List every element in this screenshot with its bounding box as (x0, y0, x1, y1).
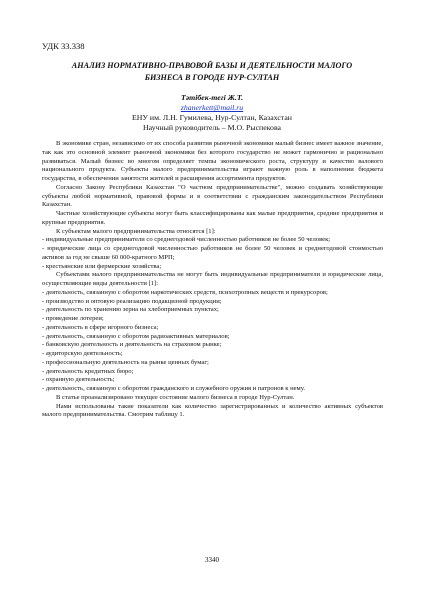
list-item: - юридические лица со среднегодовой численностью работников не более 50 человек и среднегодовой стоимостью активов за год не свыше 60 000-кратного МРП; (42, 245, 383, 261)
author-block (40, 93, 384, 133)
paragraph: В экономике стран, независимо от их способа развития рыночной экономики малый бизнес имеет важное значение, так как это основной элемент рыночной экономики без которого государство не может гармонично и рационально развиваться. Малый бизнес во многом определяет темпы экономического роста, структуру и качество валового национального продукта. Субъекты малого предпринимательства играют важную роль в наполнении бюджета государства, в обеспечении занятости жителей и расширения ассортимента продуктов. (42, 140, 383, 182)
author-affiliation: ЕНУ им. Л.Н. Гумилева, Нур-Султан, Казахстан (132, 113, 292, 122)
list-item: - деятельность кредитных бюро; (42, 367, 134, 375)
list-item: - деятельность, связанную с оборотом наркотических средств, психотропных веществ и прекурсоров; (42, 288, 328, 296)
list-item: - проведение лотереи; (42, 315, 104, 322)
title-line-2: БИЗНЕСА В ГОРОДЕ НУР-СУЛТАН (144, 73, 280, 82)
list-item: - профессиональную деятельность на рынке ценных бумаг; (42, 358, 209, 366)
author-name: Тәтібек-тегі Ж.Т. (180, 93, 244, 102)
list-item: - деятельность в сфере игорного бизнеса; (42, 323, 159, 331)
scientific-advisor: Научный руководитель – М.О. Рыспекова (143, 123, 281, 132)
paragraph: Согласно Закону Республики Казахстан "О частном предпринимательстве", можно создавать хозяйствующие субъекты любой нормативной, правовой формы и в соответствии с гражданским законодательством Республики Казахстан. (42, 183, 383, 209)
list-item: - охранную деятельность; (42, 376, 115, 384)
paragraph: Субъектами малого предпринимательства не могут быть индивидуальные предприниматели и юридические лица, осуществляющие виды деятельности [1]: (42, 271, 383, 287)
list-item: - производство и оптовую реализацию подакцизной продукции; (42, 297, 222, 305)
author-email-link[interactable]: zhanerkett@mail.ru (180, 103, 244, 112)
list-item: - банковскую деятельность и деятельность на страховом рынке; (42, 341, 222, 349)
list-item: - деятельность по хранению зерна на хлебоприемных пунктах; (42, 306, 219, 314)
paragraph: Нами использованы такие показатели как количество зарегистрированных и количество активных субъектов малого предпринимательства. Смотрим таблицу 1. (42, 402, 383, 419)
list-item: - деятельность, связанную с оборотом радиоактивных материалов; (42, 332, 230, 340)
paragraph: К субъектам малого предпринимательства относятся [1]: (56, 227, 216, 235)
paragraph: В статье проанализировано текущее состояние малого бизнеса в городе Нур-Султан. (56, 393, 295, 401)
list-item: - аудиторскую деятельность; (42, 350, 123, 357)
list-item: - деятельность, связанную с оборотом гражданского и служебного оружия и патронов к нему. (42, 385, 306, 392)
paragraph: Частные хозяйствующие субъекты могут быть классифицированы как малые предприятия, средние предприятия и крупные предприятия. (42, 210, 383, 226)
article-body (42, 140, 383, 420)
list-item: - крестьянские или фермерские хозяйства; (42, 262, 162, 270)
list-item: - индивидуальные предприниматели со среднегодовой численностью работников не более 50 человек; (42, 236, 331, 244)
title-line-1: АНАЛИЗ НОРМАТИВНО-ПРАВОВОЙ БАЗЫ И ДЕЯТЕЛЬНОСТИ МАЛОГО (71, 61, 353, 70)
udc-code: УДК 33.338 (42, 41, 85, 51)
page-number: 3340 (205, 556, 219, 564)
article-title (40, 60, 384, 84)
